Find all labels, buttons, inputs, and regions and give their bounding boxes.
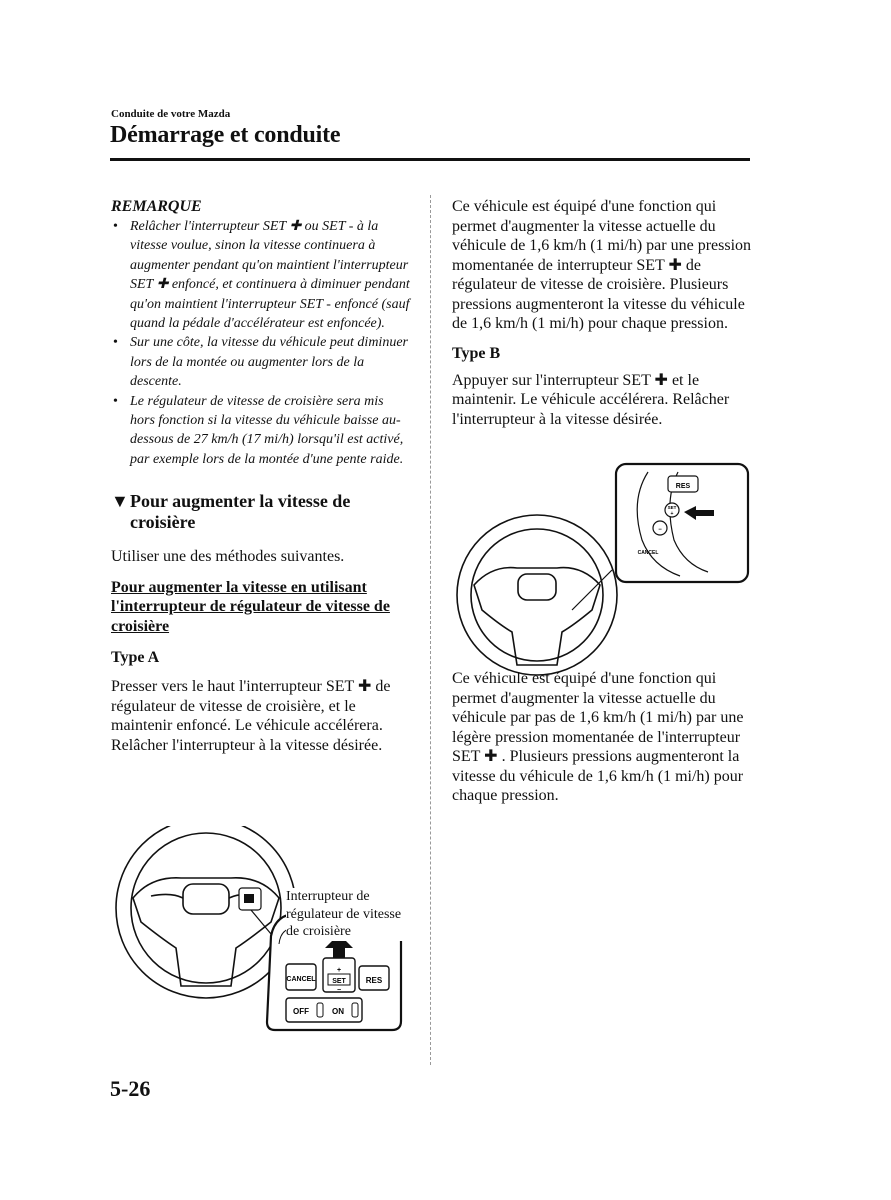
- type-b-text: Appuyer sur l'interrupteur SET ✚ et le maintenir. Le véhicule accélérera. Relâcher l'interrupteur à la vitesse désirée.: [452, 371, 730, 428]
- minus-label-b: −: [658, 527, 662, 533]
- plus-label: +: [336, 967, 342, 974]
- set-label: SET: [332, 978, 346, 985]
- type-a-title: Type A: [111, 649, 160, 667]
- sub-heading: Pour augmenter la vitesse en utilisant l'interrupteur de régulateur de vitesse de croisière: [111, 578, 390, 635]
- leader-line-b: [572, 570, 612, 610]
- left-column: [111, 197, 411, 755]
- paragraph-1: Ce véhicule est équipé d'une fonction qui permet d'augmenter la vitesse actuelle du véhicule de 1,6 km/h (1 mi/h) par une pression momentanée de interrupteur SET ✚ de régulateur de vitesse de croisière. Plusieurs pressions augmenteront la vitesse du véhicule de 1,6 km/h (1 mi/h) pour chaque pression.: [452, 198, 752, 332]
- cruise-switch-small: [239, 888, 261, 910]
- note-title: REMARQUE: [111, 198, 202, 215]
- off-button-icon: [317, 1003, 323, 1017]
- cancel-label: CANCEL: [286, 976, 316, 983]
- on-button-icon: [352, 1003, 358, 1017]
- paragraph-2: Ce véhicule est équipé d'une fonction qui permet d'augmenter la vitesse actuelle du véhicule par pas de 1,6 km/h (1 mi/h) par une légère pression momentanée de l'interrupteur SET ✚ . Plusieurs pressions augmenteront la vitesse du véhicule de 1,6 km/h (1 mi/h) pour chaque pression.: [452, 670, 744, 804]
- note-item-3: • Le régulateur de vitesse de croisière sera mis hors fonction si la vitesse du véhicule baisse au-dessous de 27 km/h (17 mi/h) lorsqu'il est activé, par exemple lors de la montée d'une pente raide.: [111, 392, 411, 470]
- type-b-title: Type B: [452, 344, 501, 362]
- note-item-1: • Relâcher l'interrupteur SET ✚ ou SET - à la vitesse voulue, sinon la vitesse continuera à augmenter pendant qu'on maintient l'interrupteur SET ✚ enfoncé, et continuera à diminuer pendant qu'on maintient l'interrupteur SET - enfoncé (sauf quand la pédale d'accélérateur est enfoncée).: [111, 217, 411, 333]
- note-item-2: • Sur une côte, la vitesse du véhicule peut diminuer lors de la montée ou augmenter lors de la descente.: [111, 333, 411, 391]
- plus-label-b: +: [670, 511, 674, 517]
- section-heading-text: Pour augmenter la vitesse de croisière: [130, 491, 351, 533]
- section-heading: [111, 491, 411, 533]
- cancel-label-b: CANCEL: [637, 550, 659, 556]
- header-rule: [110, 158, 750, 161]
- triangle-icon: ▼: [111, 491, 129, 512]
- note-list: [111, 217, 411, 469]
- callout-label: [286, 888, 404, 941]
- page-title: Démarrage et conduite: [110, 122, 341, 148]
- running-header-section: Conduite de votre Mazda: [111, 108, 231, 120]
- on-label: ON: [332, 1007, 344, 1016]
- set-label-b: SET: [667, 505, 677, 510]
- column-divider: [430, 195, 431, 1065]
- page-number: 5-26: [110, 1076, 151, 1101]
- res-label: RES: [365, 976, 383, 985]
- res-label-b: RES: [675, 483, 691, 490]
- type-a-text: Presser vers le haut l'interrupteur SET ✚ de régulateur de vitesse de croisière, et le maintenir enfoncé. Le véhicule accélérera. Relâcher l'interrupteur à la vitesse désirée.: [111, 678, 391, 754]
- callout-text: Interrupteur de régulateur de vitesse de croisière: [286, 888, 404, 941]
- intro-text: Utiliser une des méthodes suivantes.: [111, 548, 345, 566]
- off-label: OFF: [293, 1007, 309, 1016]
- minus-label: −: [336, 987, 342, 994]
- switch-panel-zoom-b: [616, 464, 748, 582]
- steering-wheel-illustration-b: [452, 460, 752, 680]
- steering-wheel-icon-b: [457, 515, 617, 675]
